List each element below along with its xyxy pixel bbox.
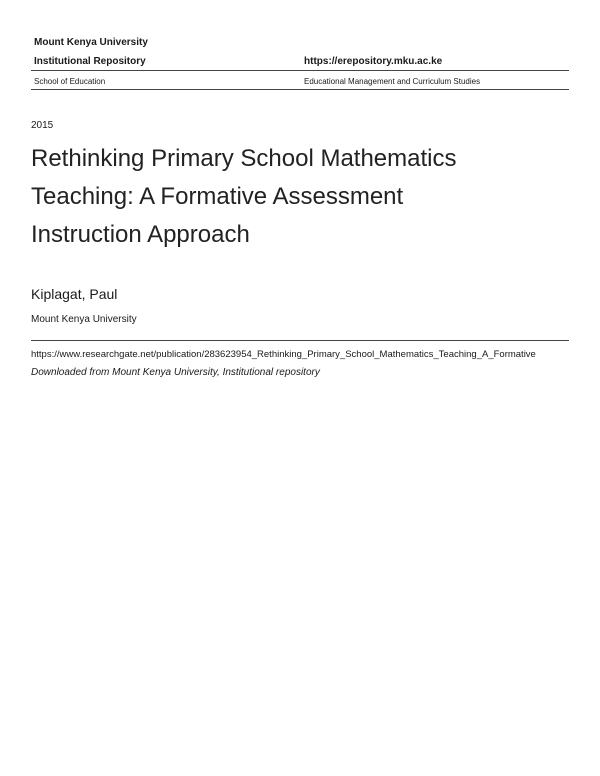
title-line: Instruction Approach <box>31 221 250 248</box>
title-line: Rethinking Primary School Mathematics <box>31 145 457 172</box>
repository-url[interactable]: https://erepository.mku.ac.ke <box>304 56 443 67</box>
divider <box>31 340 569 341</box>
department-name: Educational Management and Curriculum Studies <box>304 77 481 86</box>
document-title <box>31 140 571 254</box>
publication-year: 2015 <box>31 120 54 131</box>
header-row-repository <box>31 54 569 71</box>
author-name: Kiplagat, Paul <box>31 286 118 302</box>
author-affiliation: Mount Kenya University <box>31 314 137 325</box>
header-row-school <box>31 74 569 90</box>
university-name: Mount Kenya University <box>34 37 148 48</box>
title-line: Teaching: A Formative Assessment <box>31 183 404 210</box>
source-url-link[interactable]: https://www.researchgate.net/publication/283623954_Rethinking_Primary_School_Mathematics_Teaching_A_Formative <box>31 349 536 360</box>
school-name: School of Education <box>34 77 106 86</box>
repository-label: Institutional Repository <box>34 56 146 67</box>
download-note: Downloaded from Mount Kenya University, Institutional repository <box>31 367 320 378</box>
